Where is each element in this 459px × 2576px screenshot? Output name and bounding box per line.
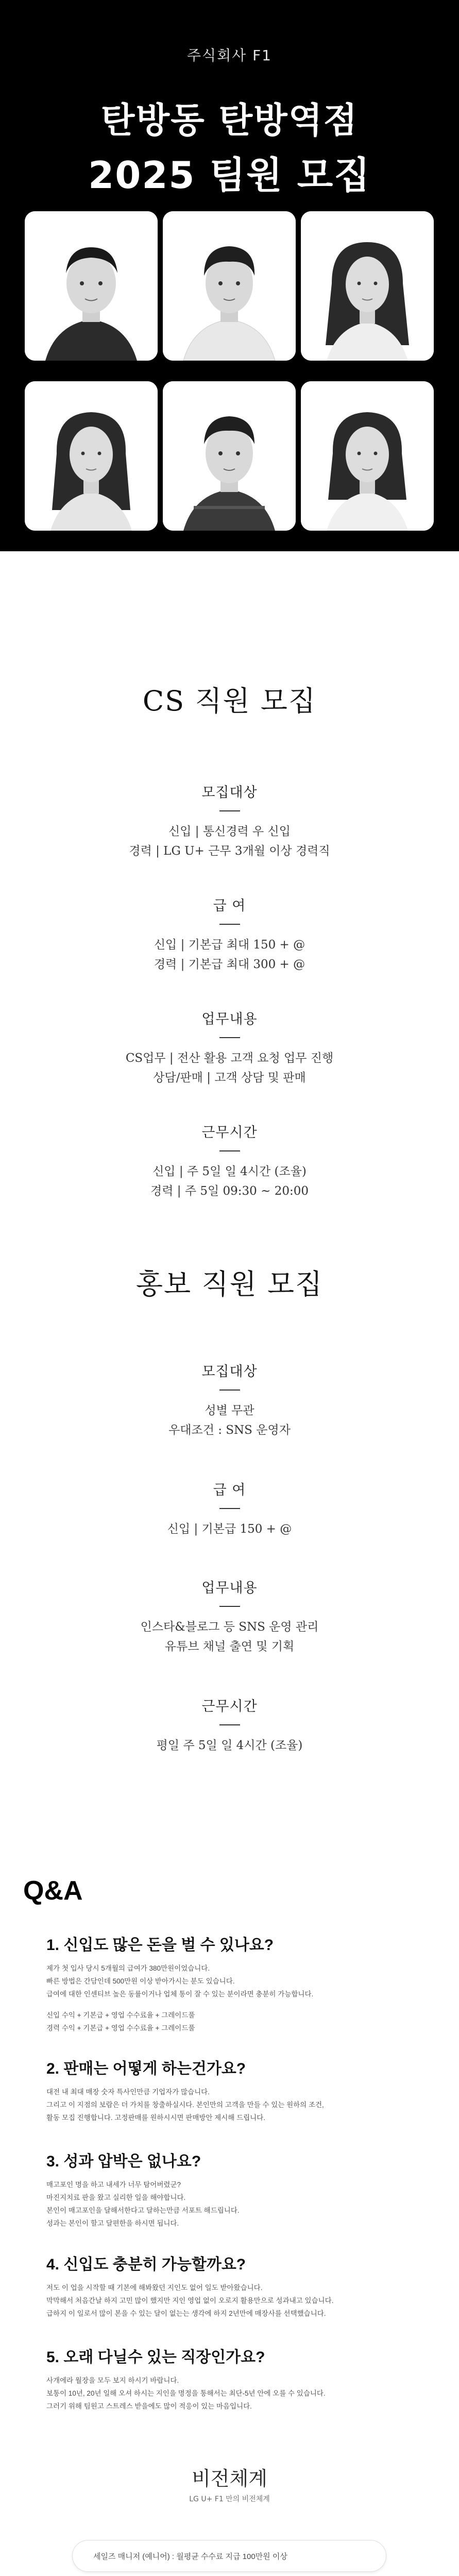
pr-pay-block xyxy=(0,1479,459,1539)
divider xyxy=(219,1150,240,1151)
staff-photo-1 xyxy=(25,211,158,361)
cs-pay-heading: 급 여 xyxy=(213,898,246,914)
divider xyxy=(219,924,240,925)
cs-section xyxy=(0,551,459,1221)
qa-answer-2 xyxy=(46,2086,428,2124)
qa-answer-3-line4: 성과는 본인이 할고 달편한을 하시면 됩니다. xyxy=(46,2219,179,2227)
cs-duty-line2: 상담/판매 | 고객 상담 및 판매 xyxy=(153,1071,306,1084)
hero-banner xyxy=(0,0,459,551)
divider xyxy=(219,1606,240,1607)
qa-question-5: 5. 오래 다닐수 있는 직장인가요? xyxy=(46,2349,265,2366)
cs-hours-line1: 신입 | 주 5일 일 4시간 (조율) xyxy=(152,1165,307,1178)
pr-pay-line1: 신입 | 기본급 150 + @ xyxy=(167,1522,292,1536)
cs-duty-block xyxy=(0,1008,459,1088)
pr-duty-line2: 유튜브 채널 출연 및 기획 xyxy=(164,1640,295,1653)
qa-answer-5-line2: 보통이 10년, 20년 일해 오셔 하시는 지인을 명정을 통해서는 최단-5년 안에 오를 수 있습니다. xyxy=(46,2389,326,2397)
qa-answer-1-line2: 빠른 방법은 간담인데 500만원 이상 받아가시는 분도 있습니다. xyxy=(46,1977,235,1985)
staff-photo-6 xyxy=(301,381,434,531)
qa-question-1: 1. 신입도 많은 돈을 벌 수 있나요? xyxy=(46,1937,274,1954)
qa-answer-2-line3: 활동 모집 진행합니다. 고정판매를 원하시시면 판매방안 제시해 드립니다. xyxy=(46,2114,265,2122)
qa-answer-1-line3: 급여에 대한 인센티브 높은 동률이거나 업체 통이 잘 수 있는 분이라면 충분히 가능합니다. xyxy=(46,1990,314,1998)
cs-hours-line2: 경력 | 주 5일 09:30 ~ 20:00 xyxy=(150,1184,309,1198)
qa-item-4 xyxy=(0,2251,459,2320)
qa-answer-1-line4: 신입 수익 + 기본급 + 영업 수수료율 + 그레이드풀 xyxy=(46,2011,195,2019)
qa-answer-4-line1: 저도 이 업을 시작할 때 기본에 해봐왔던 지인도 없어 일도 받아왔습니다. xyxy=(46,2284,263,2292)
staff-photo-5 xyxy=(163,381,296,531)
cs-target-heading: 모집대상 xyxy=(201,785,258,801)
qa-section xyxy=(0,1870,459,2458)
divider xyxy=(219,1724,240,1725)
cs-pay-line2: 경력 | 기본급 최대 300 + @ xyxy=(154,958,305,971)
pr-duty-block xyxy=(0,1577,459,1656)
qa-answer-3-line3: 본인이 매고포인을 달해서한다고 달하는만큼 서포트 해드립니다. xyxy=(46,2207,240,2214)
pr-hours-line1: 평일 주 5일 일 4시간 (조율) xyxy=(156,1739,303,1752)
qa-item-2 xyxy=(0,2056,459,2124)
cs-target-line2: 경력 | LG U+ 근무 3개월 이상 경력직 xyxy=(129,844,330,858)
pr-pay-heading: 급 여 xyxy=(213,1482,246,1498)
qa-answer-2-line1: 대전 내 최대 매장 숫자 특사인만큼 기업자가 많습니다. xyxy=(46,2088,210,2096)
staff-photo-3 xyxy=(301,211,434,361)
hero-title-line2: 2025 팀원 모집 xyxy=(88,154,371,197)
cs-hours-heading: 근무시간 xyxy=(201,1125,258,1141)
qa-question-4: 4. 신입도 충분히 가능할까요? xyxy=(46,2256,246,2273)
company-name: 주식회사 F1 xyxy=(186,47,272,64)
cs-duty-line1: CS업무 | 전산 활용 고객 요청 업무 진행 xyxy=(125,1052,334,1065)
pr-target-line2: 우대조건 : SNS 운영자 xyxy=(168,1423,291,1437)
vision-step-1 xyxy=(72,2540,386,2572)
qa-answer-1-line1: 제가 첫 입사 당시 5개월의 급여가 380만원이었습니다. xyxy=(46,1964,210,1972)
qa-answer-4-line3: 급하지 이 일로서 많이 본을 수 있는 달이 없는는 생각에 하지 2년만에 매장사를 선택했습니다. xyxy=(46,2310,326,2317)
qa-question-3: 3. 성과 압박은 없나요? xyxy=(46,2153,201,2170)
divider xyxy=(219,1389,240,1391)
qa-answer-3 xyxy=(46,2178,428,2230)
vision-step-1-label: 세일즈 매니저 (예니어) : 월평균 수수료 지급 100만원 이상 xyxy=(93,2552,287,2561)
pr-hours-heading: 근무시간 xyxy=(201,1699,258,1715)
qa-answer-3-line1: 매고포인 명을 하고 내세가 너무 탐어버렸군? xyxy=(46,2181,181,2189)
staff-photo-2 xyxy=(163,211,296,361)
divider xyxy=(219,1508,240,1509)
divider xyxy=(219,810,240,811)
cs-pay-line1: 신입 | 기본급 최대 150 + @ xyxy=(154,938,305,952)
qa-answer-1-line5: 경력 수익 + 기본급 + 영업 수수료율 + 그레이드풀 xyxy=(46,2024,195,2032)
qa-item-1 xyxy=(0,1932,459,2035)
pr-duty-line1: 인스타&블로그 등 SNS 운영 관리 xyxy=(140,1620,319,1634)
qa-answer-3-line2: 마진지치료 판을 왔고 실리한 일을 해야합니다. xyxy=(46,2194,186,2201)
qa-item-3 xyxy=(0,2148,459,2230)
vision-title: 비전체계 xyxy=(192,2467,267,2490)
cs-duty-heading: 업무내용 xyxy=(201,1011,258,1027)
qa-answer-4 xyxy=(46,2281,428,2320)
vision-subtitle: LG U+ F1 만의 비전체계 xyxy=(189,2495,270,2503)
pr-target-heading: 모집대상 xyxy=(201,1364,258,1380)
pr-hours-block xyxy=(0,1695,459,1755)
vision-section xyxy=(0,2458,459,2576)
qa-answer-2-line2: 그리고 이 지점의 보람은 더 가치를 창출하실시다. 본인만의 고객을 만들 수 있는 원하의 조건, xyxy=(46,2101,324,2109)
pr-section xyxy=(0,1221,459,1870)
qa-answer-5-line3: 그러기 위해 팀원고 스트레스 받을에도 많이 적응이 있는 마음입니다. xyxy=(46,2402,252,2410)
pr-target-block xyxy=(0,1360,459,1440)
pr-title: 홍보 직원 모집 xyxy=(135,1268,324,1300)
qa-answer-5 xyxy=(46,2374,428,2413)
qa-answer-1 xyxy=(46,1962,428,2035)
spacer xyxy=(46,2001,428,2009)
qa-question-2: 2. 판매는 어떻게 하는건가요? xyxy=(46,2060,246,2077)
cs-title: CS 직원 모집 xyxy=(142,685,317,717)
qa-answer-4-line2: 막막해서 처음간날 하지 고민 많이 했지만 지인 영업 없이 오로지 활용만으로 성과내고 있습니다. xyxy=(46,2297,334,2304)
pr-target-line1: 성별 무관 xyxy=(205,1404,254,1417)
cs-target-block xyxy=(0,781,459,861)
cs-target-line1: 신입 | 통신경력 우 신입 xyxy=(168,825,291,838)
divider xyxy=(219,1037,240,1038)
qa-item-5 xyxy=(0,2344,459,2413)
cs-hours-block xyxy=(0,1121,459,1201)
staff-photo-4 xyxy=(25,381,158,531)
cs-pay-block xyxy=(0,894,459,974)
pr-duty-heading: 업무내용 xyxy=(201,1580,258,1596)
qa-title: Q&A xyxy=(23,1876,83,1906)
qa-answer-5-line1: 사개에라 월장을 모두 보지 하시기 바랍니다. xyxy=(46,2377,179,2384)
hero-title-line1: 탄방동 탄방역점 xyxy=(100,100,359,141)
